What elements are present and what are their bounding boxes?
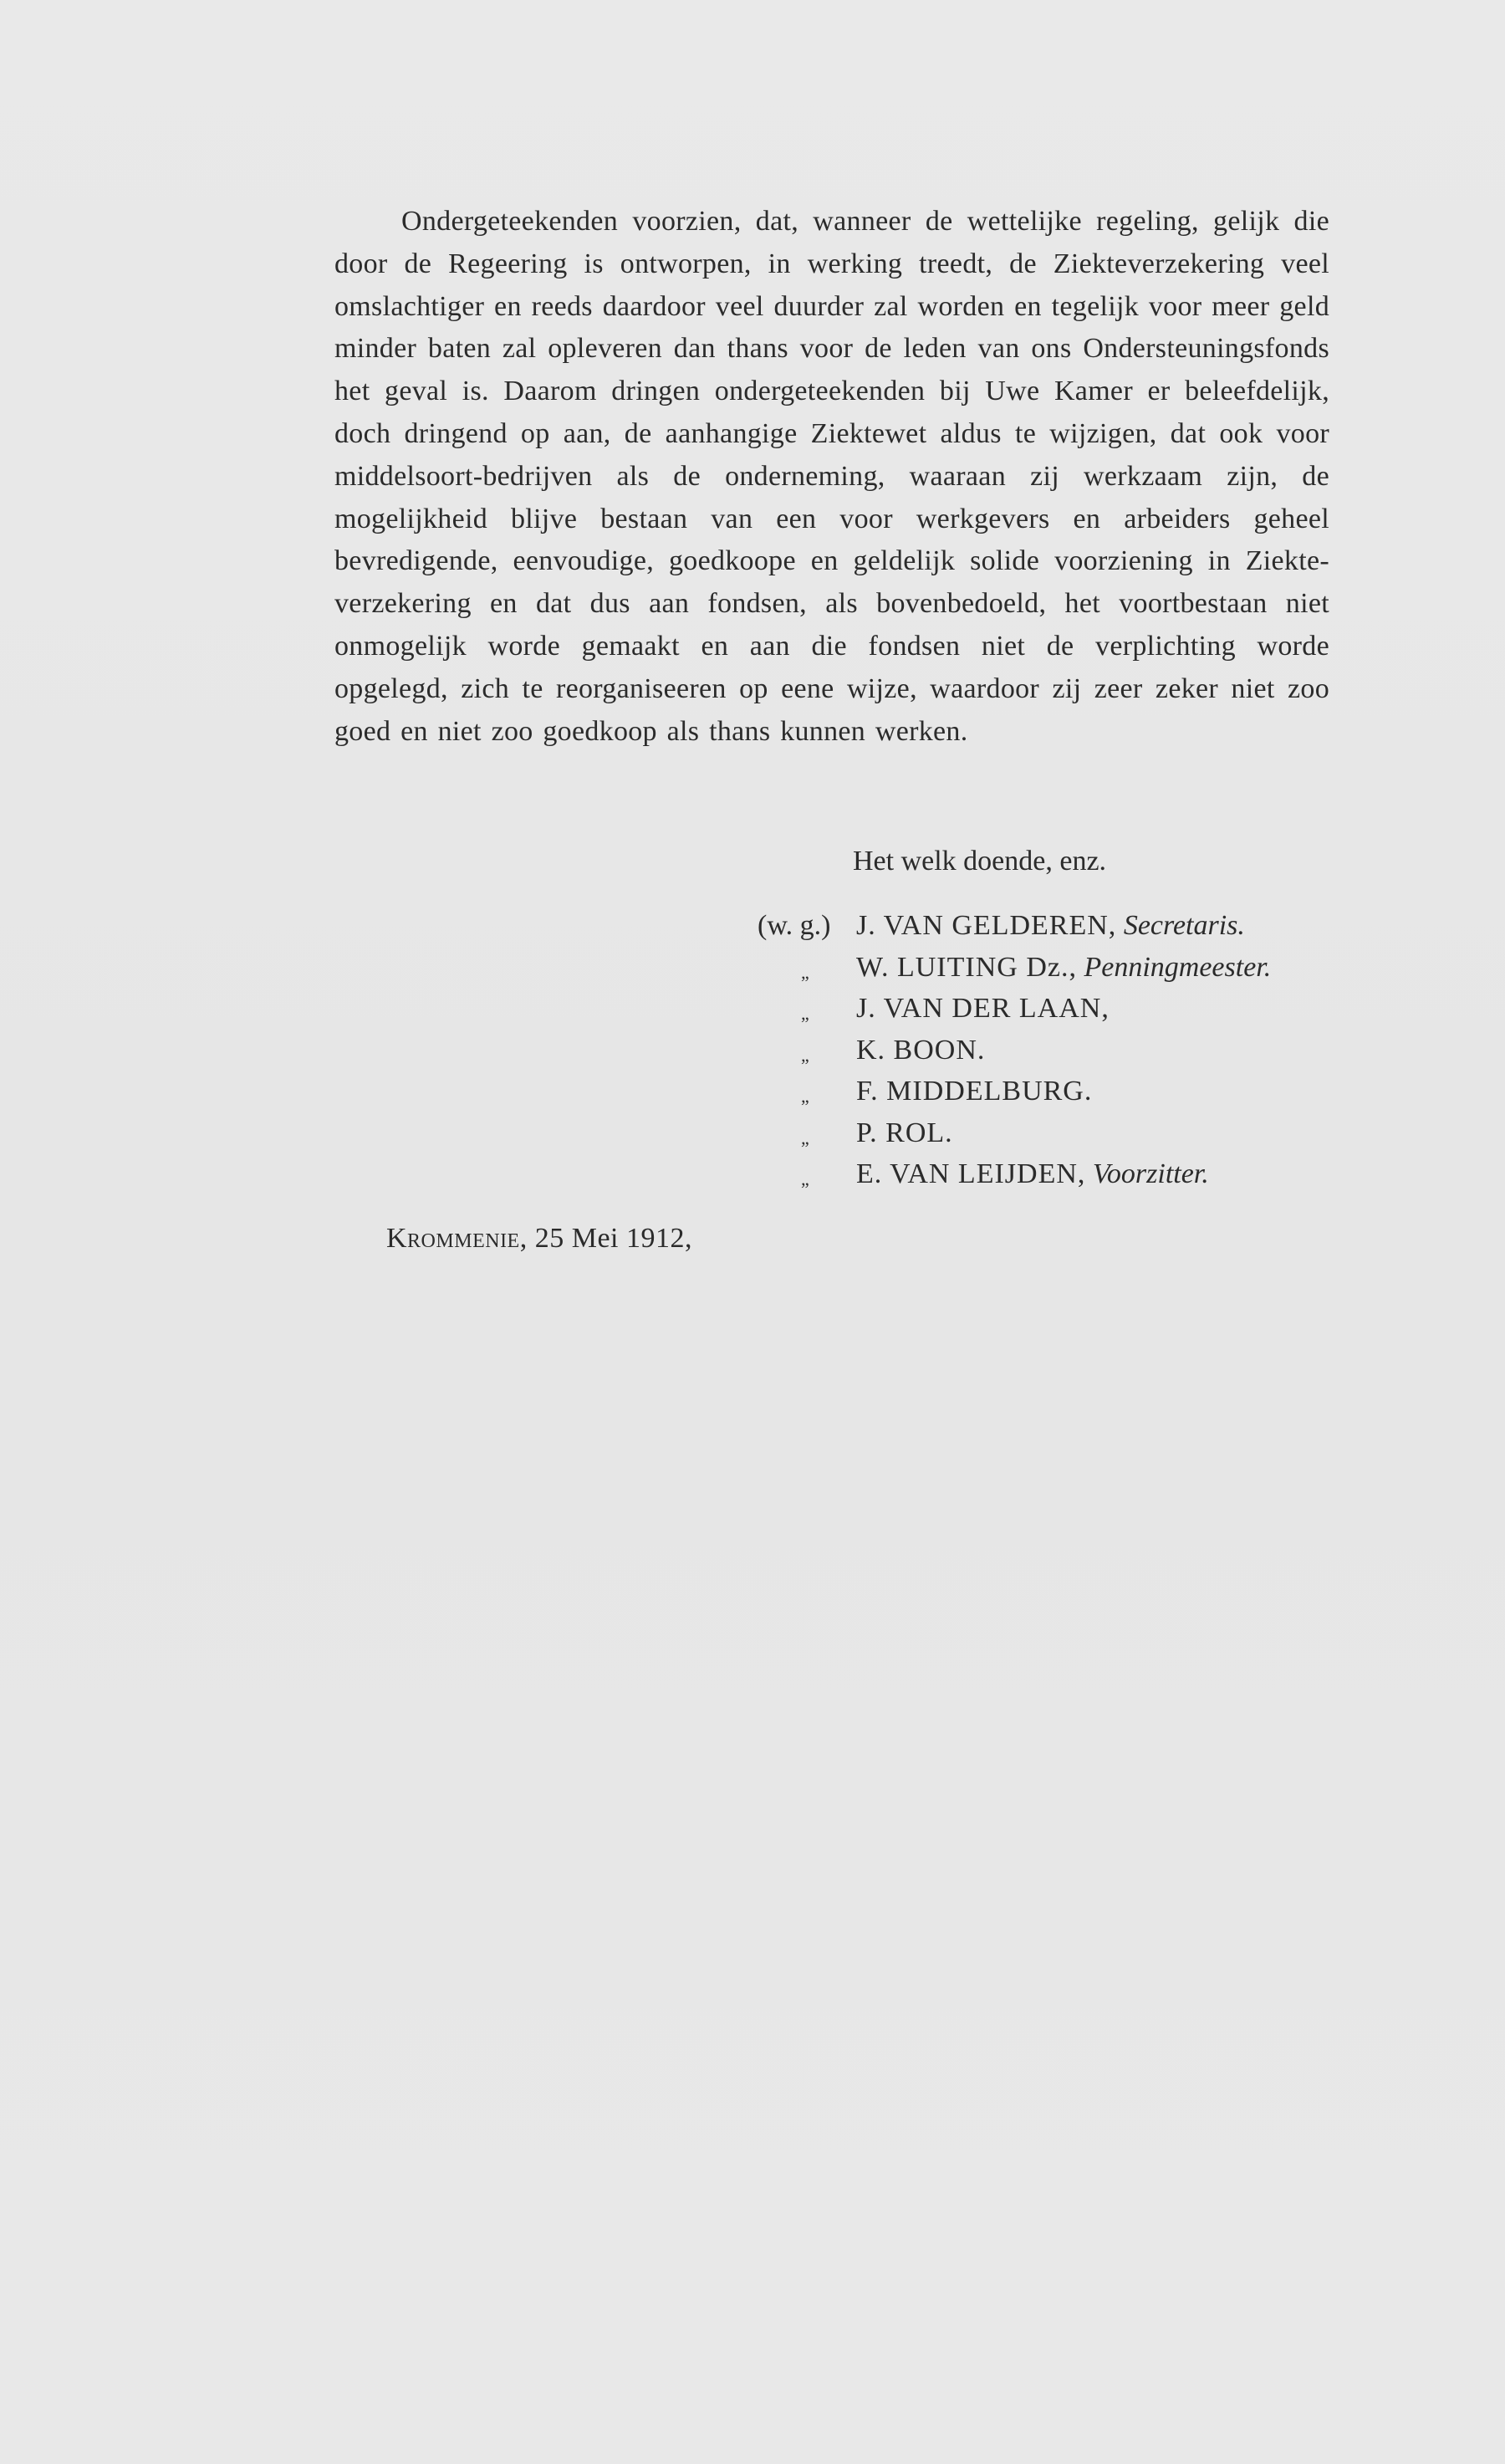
- signature-line: [758, 1071, 1271, 1112]
- signatory-name: P. ROL.: [856, 1117, 953, 1148]
- signatory-name: W. LUITING Dz.,: [856, 951, 1077, 983]
- signature-line-chairman: [758, 1153, 1271, 1195]
- signatory-name: K. BOON.: [856, 1034, 986, 1066]
- signature-line-secretary: [758, 905, 1271, 947]
- signatory-name: F. MIDDELBURG.: [856, 1076, 1093, 1107]
- closing-formula: Het welk doende, enz.: [853, 846, 1107, 877]
- signature-line: [758, 1112, 1271, 1154]
- signatory-role: Voorzitter.: [1092, 1158, 1209, 1189]
- signature-line-treasurer: [758, 947, 1271, 989]
- ditto-mark: „: [801, 1044, 809, 1066]
- place-name: Krommenie,: [386, 1223, 528, 1254]
- signatory-name: E. VAN LEIJDEN,: [856, 1158, 1086, 1189]
- ditto-mark: „: [801, 1086, 809, 1107]
- petition-body-paragraph: Ondergeteekenden voorzien, dat, wanneer de wettelijke regeling, gelijk die door de Regeering is ontworpen, in werking treedt, de Ziekteverzekering veel omslachtiger en reeds daardoor veel duurder zal worden en tegelijk voor meer geld minder baten zal opleveren dan thans voor de leden van ons Ondersteuningsfonds het geval is. Daarom dringen ondergeteekenden bij Uwe Kamer er beleefdelijk, doch dringend op aan, de aanhangige Ziektewet aldus te wijzigen, dat ook voor middelsoort-bedrijven als de onderneming, waaraan zij werkzaam zijn, de mogelijkheid blijve bestaan van een voor werkgevers en arbeiders geheel bevredigende, eenvoudige, goedkoope en geldelijk solide voorziening in Ziekte-verzekering en dat dus aan fondsen, als bovenbedoeld, het voortbestaan niet onmogelijk worde gemaakt en aan die fondsen niet de verplichting worde opgelegd, zich te reorganiseeren op eene wijze, waardoor zij zeer zeker niet zoo goed en niet zoo goedkoop als thans kunnen werken.: [334, 206, 1329, 747]
- signature-line: [758, 988, 1271, 1030]
- ditto-mark: „: [801, 1168, 809, 1189]
- signature-line: [758, 1030, 1271, 1071]
- ditto-mark: „: [801, 1127, 809, 1148]
- signatory-name: J. VAN DER LAAN,: [856, 993, 1110, 1024]
- place-and-date: [386, 1218, 692, 1260]
- signature-prefix: (w. g.): [758, 910, 831, 941]
- ditto-mark: „: [801, 1003, 809, 1024]
- signatory-name: J. VAN GELDEREN,: [856, 910, 1117, 941]
- signatory-role: Secretaris.: [1123, 910, 1245, 941]
- signatory-role: Penningmeester.: [1084, 951, 1272, 983]
- signature-list: [758, 905, 1271, 1195]
- ditto-mark: „: [801, 961, 809, 983]
- date: 25 Mei 1912,: [534, 1223, 692, 1254]
